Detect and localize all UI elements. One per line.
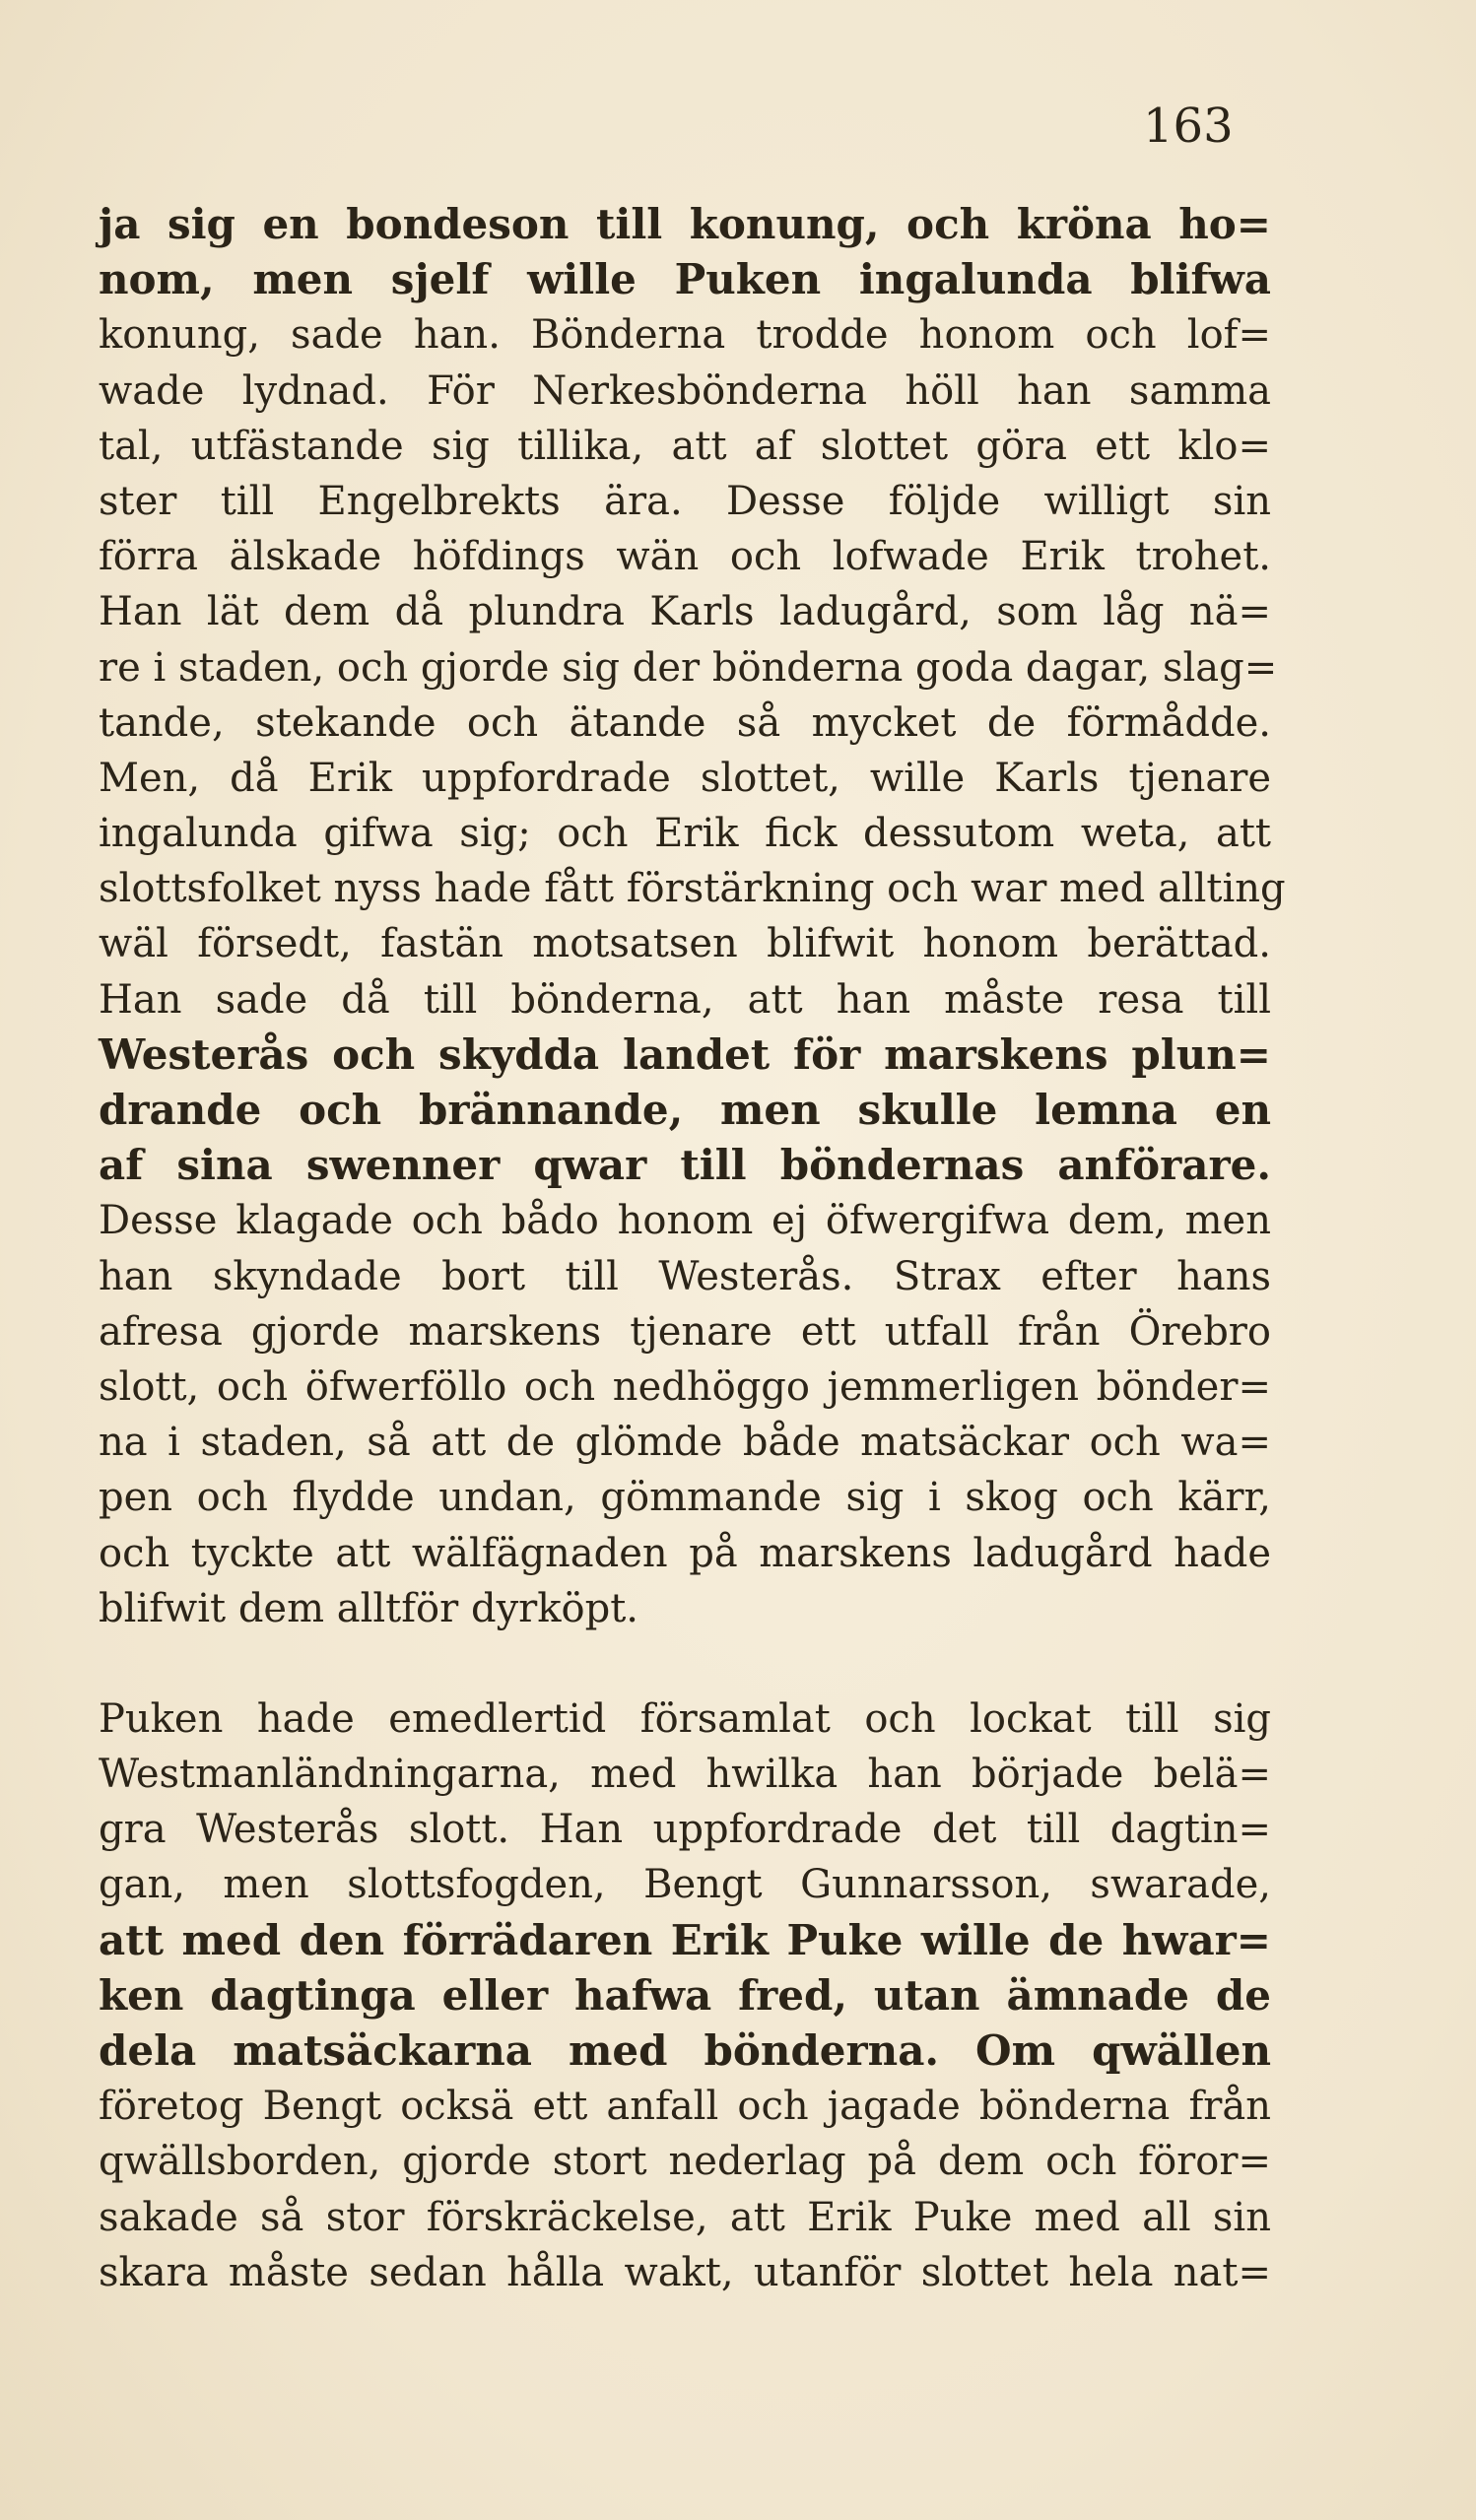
text-line: Han lät dem då plundra Karls ladugård, som låg nä= [99,589,1271,635]
text-line: gra Westerås slott. Han uppfordrade det till dagtin= [99,1807,1271,1853]
paragraph [99,1691,1271,2300]
text-line: qwällsborden, gjorde stort nederlag på dem och föror= [99,2139,1271,2185]
text-line: ken dagtinga eller hafwa fred, utan ämnade de [99,1970,1271,2020]
paragraph [99,197,1286,1636]
text-line: företog Bengt ocksä ett anfall och jagade bönderna från [99,2084,1271,2130]
text-line: Westerås och skydda landet för marskens plun= [99,1029,1271,1079]
text-line: wade lydnad. För Nerkesbönderna höll han samma [99,367,1271,414]
text-line: pen och flydde undan, gömmande sig i skog och kärr, [99,1475,1271,1521]
text-line: re i staden, och gjorde sig der bönderna goda dagar, slag= [99,644,1278,691]
text-line: Desse klagade och bådo honom ej öfwergifwa dem, men [99,1198,1271,1244]
text-line: na i staden, så att de glömde både matsäckar och wa= [99,1420,1271,1466]
body-text [99,197,1286,2300]
paragraph-gap [99,1636,1271,1691]
text-line: af sina swenner qwar till böndernas anförare. [99,1141,1271,1190]
text-line: gan, men slottsfogden, Bengt Gunnarsson, swarade, [99,1862,1271,1908]
text-line: drande och brännande, men skulle lemna en [99,1086,1271,1134]
page-number: 163 [1143,99,1234,154]
text-line: blifwit dem alltför dyrköpt. [99,1585,639,1631]
text-line: att med den förrädaren Erik Puke wille de hwar= [99,1915,1271,1964]
text-line: ingalunda gifwa sig; och Erik fick dessutom weta, att [99,811,1271,857]
text-line: slottsfolket nyss hade fått förstärkning och war med allting [99,866,1286,912]
text-line: dela matsäckarna med bönderna. Om qwällen [99,2026,1271,2075]
text-line: han skyndade bort till Westerås. Strax efter hans [99,1253,1271,1299]
text-line: wäl försedt, fastän motsatsen blifwit honom berättad. [99,921,1271,967]
text-line: sakade så stor förskräckelse, att Erik Puke med all sin [99,2194,1271,2240]
text-line: och tyckte att wälfägnaden på marskens ladugård hade [99,1530,1271,1576]
text-line: afresa gjorde marskens tjenare ett utfall från Örebro [99,1308,1271,1355]
text-line: Puken hade emedlertid församlat och lockat till sig [99,1695,1271,1742]
text-line: slott, och öfwerföllo och nedhöggo jemmerligen bönder= [99,1363,1271,1410]
text-line: ja sig en bondeson till konung, och kröna ho= [99,200,1271,248]
text-line: Han sade då till bönderna, att han måste resa till [99,976,1271,1023]
text-line: nom, men sjelf wille Puken ingalunda blifwa [99,255,1271,304]
text-line: tal, utfästande sig tillika, att af slottet göra ett klo= [99,423,1271,469]
text-line: skara måste sedan hålla wakt, utanför slottet hela nat= [99,2249,1271,2295]
text-line: Westmanländningarna, med hwilka han började belä= [99,1752,1271,1798]
text-line: Men, då Erik uppfordrade slottet, wille Karls tjenare [99,755,1271,801]
text-line: förra älskade höfdings wän och lofwade Erik trohet. [99,534,1271,580]
text-line: tande, stekande och ätande så mycket de förmådde. [99,699,1271,746]
text-line: ster till Engelbrekts ära. Desse följde willigt sin [99,478,1271,524]
text-line: konung, sade han. Bönderna trodde honom och lof= [99,312,1271,359]
